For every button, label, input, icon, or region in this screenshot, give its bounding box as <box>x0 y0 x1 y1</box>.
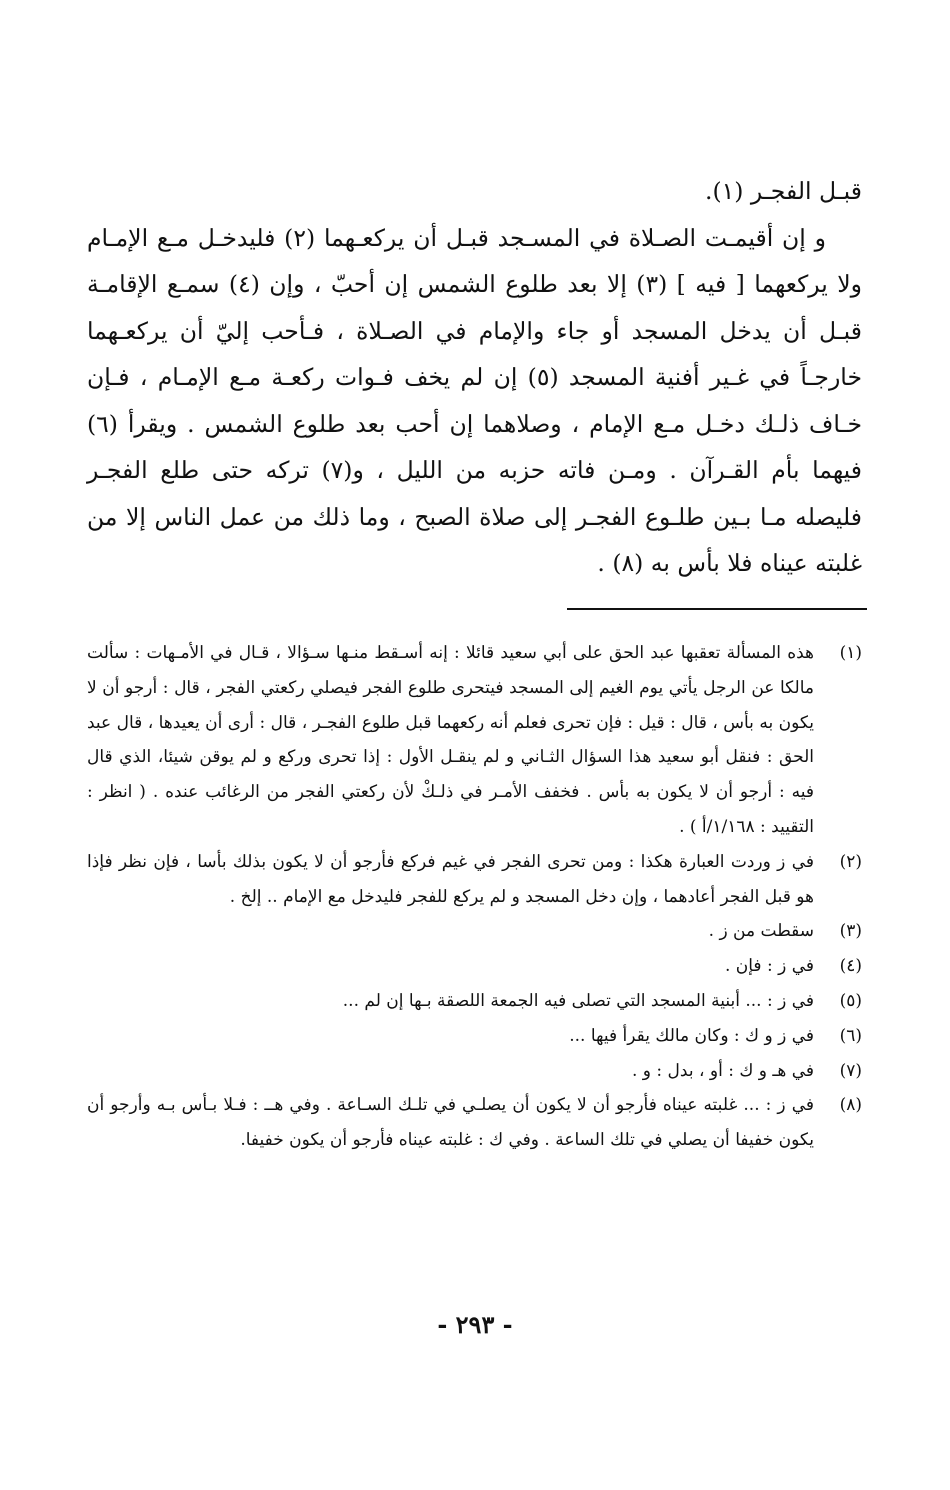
footnote-number: (٦) <box>839 1025 862 1046</box>
footnote <box>87 1054 862 1089</box>
footnote-text: هذه المسألة تعقبها عبد الحق على أبي سعيد قائلا : إنه أسـقط منـها سـؤالا ، قـال في الأمـهات : سألت مالكا عن الرجل يأتي يوم الغيم إلى المسجد فيتحرى طلوع الفجر فيصلي ركعتي الفجر ، قال : أرجو أن لا يكون به بأس ، قال : قيل : فإن تحرى فعلم أنه ركعهما قبل طلوع الفجـر ، قال : أرى أن يعيدها ، قال عبد الحق : فنقل أبو سعيد هذا السؤال الثـاني و لم ينقـل الأول : إذا تحرى وركع و لم يوقن شيئا، الذي قال فيه : أرجو أن لا يكون به بأس . فخفف الأمـر في ذلـكْ لأن ركعتي الفجر من الرغائب عنده . ( انظر : التقييد : ١/١٦٨/أ ) . <box>87 643 814 837</box>
footnote-number: (٧) <box>839 1060 862 1081</box>
footnote-text: في ز وردت العبارة هكذا : ومن تحرى الفجر في غيم فركع فأرجو أن لا يكون بذلك بأسا ، فإن نظر فإذا هو قبل الفجر أعادهما ، وإن دخل المسجد و لم يركع للفجر فليدخل مع الإمام .. إلخ . <box>87 851 814 907</box>
main-text-line-1: قبـل الفجـر (١). <box>705 177 862 205</box>
page-number: - ٢٩٣ - <box>437 1310 513 1339</box>
footnote <box>87 845 862 915</box>
main-text <box>87 168 862 587</box>
footnote-text: في ز : فإن . <box>724 956 814 977</box>
footnote-number: (٤) <box>839 956 862 977</box>
footnote-text: في ز : ... غلبته عيناه فأرجو أن لا يكون أن يصلـي في تلـك السـاعة . وفي هــ : فـلا بـأس بـه وأرجو أن يكون خفيفا أن يصلي في تلك الساعة . وفي ك : غلبته عيناه فأرجو أن يكون خفيفا. <box>87 1095 814 1151</box>
footnote-separator <box>567 608 867 610</box>
footnote-text: في ز و ك : وكان مالك يقرأ فيها ... <box>569 1025 814 1046</box>
footnote <box>87 914 862 949</box>
footnote <box>87 984 862 1019</box>
footnote <box>87 1088 862 1158</box>
footnote-number: (٣) <box>839 921 862 942</box>
footnote-number: (٥) <box>839 990 862 1011</box>
footnote-text: في هـ و ك : أو ، بدل : و . <box>632 1060 814 1081</box>
footnote <box>87 949 862 984</box>
footnote-number: (٢) <box>839 851 862 872</box>
footnote <box>87 636 862 845</box>
footnote <box>87 1019 862 1054</box>
footnote-number: (١) <box>839 643 862 663</box>
footnotes <box>87 636 862 1158</box>
main-text-paragraph: و إن أقيمـت الصـلاة في المسـجد قبـل أن يركعـهما (٢) فليدخـل مـع الإمـام ولا يركعهما [ فيه ] (٣) إلا بعد طلوع الشمس إن أحبّ ، وإن (٤) سمـع الإقامـة قبـل أن يدخل المسجد أو جاء والإمام في الصـلاة ، فـأحب إليّ أن يركعـهما خارجـاً في غـير أفنية المسجد (٥) إن لم يخف فـوات ركعـة مـع الإمـام ، فـإن خـاف ذلـك دخـل مـع الإمام ، وصلاهما إن أحب بعد طلوع الشمس . ويقرأ (٦) فيهما بأم القـرآن . ومـن فاته حزبه من الليل ، و(٧) تركه حتى طلع الفجـر فليصله مـا بـين طلـوع الفجـر إلى صلاة الصبح ، وما ذلك من عمل الناس إلا من غلبته عيناه فلا بأس به (٨) . <box>87 223 862 577</box>
footnote-text: سقطت من ز . <box>708 921 814 942</box>
footnote-number: (٨) <box>839 1095 862 1116</box>
footnote-text: في ز : ... أبنية المسجد التي تصلى فيه الجمعة اللصقة بـها إن لم ... <box>342 990 814 1011</box>
